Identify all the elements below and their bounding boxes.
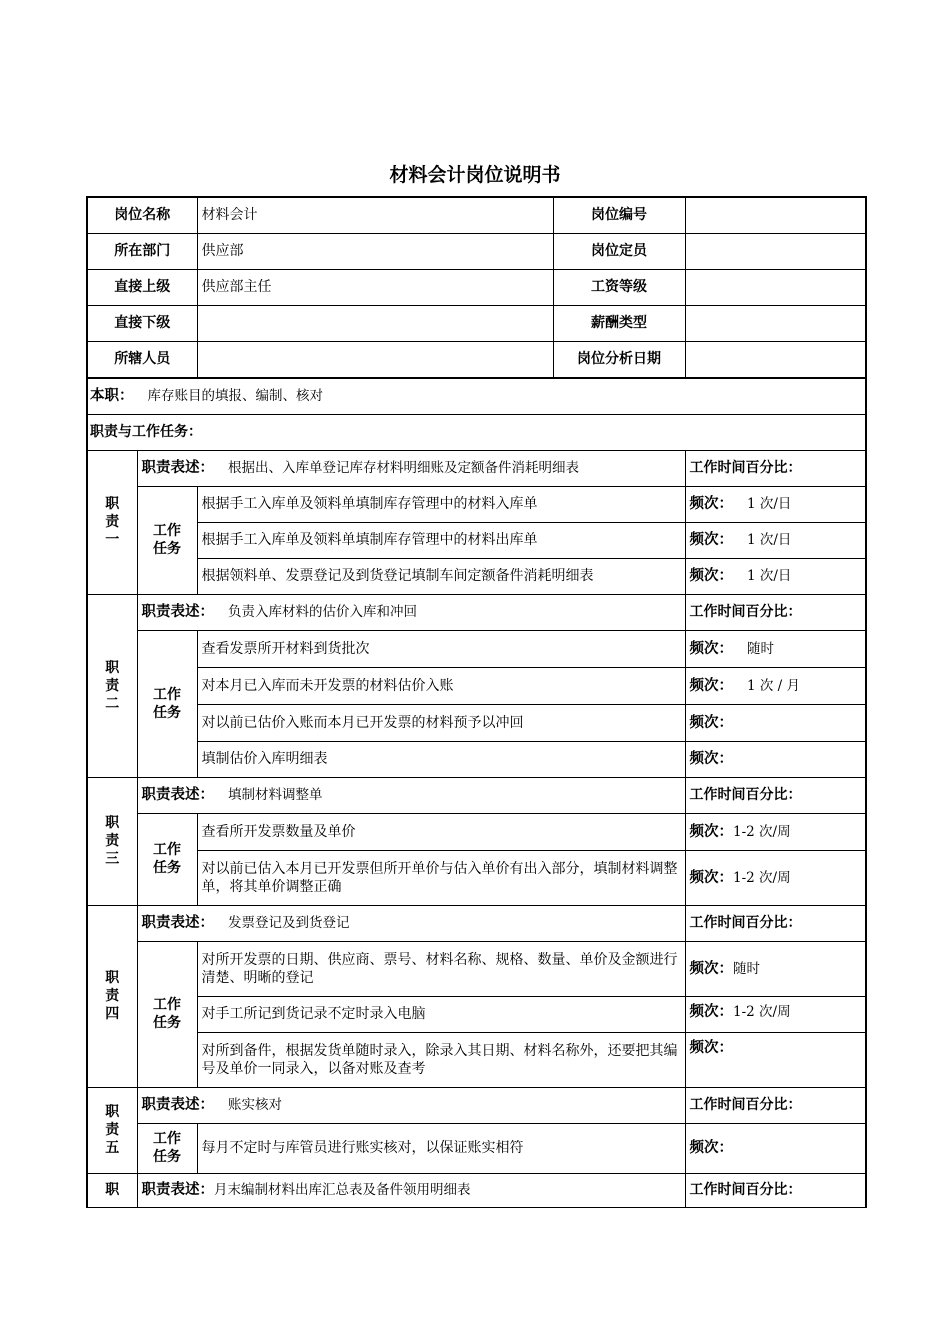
duty-2-task-row <box>87 667 866 704</box>
duty-1-name: 职 责 一 <box>87 450 137 594</box>
document-title: 材料会计岗位说明书 <box>389 164 561 186</box>
task-frequency: 频次： <box>685 741 866 777</box>
duty-2-task-row <box>87 630 866 667</box>
info-value <box>685 305 866 341</box>
task-frequency: 频次：1-2 次/周 <box>685 996 866 1032</box>
task-label: 工作 任务 <box>137 941 197 1087</box>
task-text: 对手工所记到货记录不定时录入电脑 <box>197 996 685 1032</box>
task-frequency: 频次：1-2 次/周 <box>685 813 866 850</box>
duty-5-task-row <box>87 1123 866 1173</box>
duty-1-task-row <box>87 486 866 522</box>
info-row-position-name <box>87 197 866 233</box>
info-label: 直接上级 <box>87 269 197 305</box>
info-value: 材料会计 <box>197 197 553 233</box>
task-text: 根据手工入库单及领料单填制库存管理中的材料出库单 <box>197 522 685 558</box>
duty-statement: 职责表述： 发票登记及到货登记 <box>137 905 685 941</box>
duty-5-name: 职 责 五 <box>87 1087 137 1173</box>
task-text: 对以前已估入本月已开发票但所开单价与估入单价有出入部分，填制材料调整单，将其单价调整正确 <box>197 850 685 905</box>
duty-1-task-row <box>87 522 866 558</box>
task-frequency: 频次： 1 次/日 <box>685 558 866 594</box>
info-value <box>685 341 866 378</box>
time-percentage: 工作时间百分比： <box>685 777 866 813</box>
task-text: 对本月已入库而未开发票的材料估价入账 <box>197 667 685 704</box>
task-text: 对所到备件，根据发货单随时录入，除录入其日期、材料名称外，还要把其编号及单价一同录入，以备对账及查考 <box>197 1032 685 1087</box>
duty-3-task-row <box>87 813 866 850</box>
task-frequency: 频次： 1 次/日 <box>685 522 866 558</box>
duty-4-task-row <box>87 1032 866 1087</box>
task-frequency: 频次： 1 次/日 <box>685 486 866 522</box>
task-frequency: 频次：1-2 次/周 <box>685 850 866 905</box>
duty-2-task-row <box>87 704 866 741</box>
info-row-supervisor <box>87 269 866 305</box>
duty-statement: 职责表述：月末编制材料出库汇总表及备件领用明细表 <box>137 1173 685 1207</box>
info-label: 工资等级 <box>553 269 685 305</box>
duty-4-statement-row <box>87 905 866 941</box>
duty-4-name: 职 责 四 <box>87 905 137 1087</box>
duty-statement: 职责表述： 账实核对 <box>137 1087 685 1123</box>
task-text: 查看发票所开材料到货批次 <box>197 630 685 667</box>
duty-5-statement-row <box>87 1087 866 1123</box>
duty-4-task-row <box>87 941 866 996</box>
info-value <box>197 341 553 378</box>
info-row-department <box>87 233 866 269</box>
duty-4-task-row <box>87 996 866 1032</box>
task-text: 根据领料单、发票登记及到货登记填制车间定额备件消耗明细表 <box>197 558 685 594</box>
task-label: 工作 任务 <box>137 486 197 594</box>
task-frequency: 频次： 1 次 / 月 <box>685 667 866 704</box>
duty-statement: 职责表述： 负责入库材料的估价入库和冲回 <box>137 594 685 630</box>
task-frequency: 频次： <box>685 704 866 741</box>
duties-header: 职责与工作任务： <box>87 414 866 450</box>
main-duty-label: 本职： <box>90 388 134 405</box>
duty-1-task-row <box>87 558 866 594</box>
info-label: 所辖人员 <box>87 341 197 378</box>
info-row-subordinate <box>87 305 866 341</box>
job-description-table <box>86 196 867 1208</box>
info-label: 岗位分析日期 <box>553 341 685 378</box>
time-percentage: 工作时间百分比： <box>685 1173 866 1207</box>
duty-3-task-row <box>87 850 866 905</box>
main-duty-row <box>87 378 866 414</box>
duty-statement: 职责表述： 填制材料调整单 <box>137 777 685 813</box>
info-label: 所在部门 <box>87 233 197 269</box>
time-percentage: 工作时间百分比： <box>685 450 866 486</box>
task-frequency: 频次： <box>685 1123 866 1173</box>
duty-statement: 职责表述： 根据出、入库单登记库存材料明细账及定额备件消耗明细表 <box>137 450 685 486</box>
task-label: 工作 任务 <box>137 813 197 905</box>
task-frequency: 频次： 随时 <box>685 630 866 667</box>
duty-3-statement-row <box>87 777 866 813</box>
task-frequency: 频次： <box>685 1032 866 1087</box>
duty-2-statement-row <box>87 594 866 630</box>
main-duty-cell <box>87 378 866 414</box>
duty-6-statement-row <box>87 1173 866 1207</box>
duty-2-task-row <box>87 741 866 777</box>
info-row-staff <box>87 341 866 378</box>
duty-1-statement-row <box>87 450 866 486</box>
time-percentage: 工作时间百分比： <box>685 905 866 941</box>
duty-6-name: 职 <box>87 1173 137 1207</box>
info-value: 供应部 <box>197 233 553 269</box>
info-value <box>197 305 553 341</box>
task-text: 对以前已估价入账而本月已开发票的材料预予以冲回 <box>197 704 685 741</box>
info-label: 岗位名称 <box>87 197 197 233</box>
task-text: 填制估价入库明细表 <box>197 741 685 777</box>
time-percentage: 工作时间百分比： <box>685 594 866 630</box>
info-value: 供应部主任 <box>197 269 553 305</box>
task-text: 对所开发票的日期、供应商、票号、材料名称、规格、数量、单价及金额进行清楚、明晰的登记 <box>197 941 685 996</box>
time-percentage: 工作时间百分比： <box>685 1087 866 1123</box>
info-label: 直接下级 <box>87 305 197 341</box>
info-value <box>685 269 866 305</box>
task-frequency: 频次：随时 <box>685 941 866 996</box>
task-text: 根据手工入库单及领料单填制库存管理中的材料入库单 <box>197 486 685 522</box>
main-duty-text: 库存账目的填报、编制、核对 <box>147 388 323 405</box>
task-text: 查看所开发票数量及单价 <box>197 813 685 850</box>
duty-3-name: 职 责 三 <box>87 777 137 905</box>
duty-2-name: 职 责 二 <box>87 594 137 777</box>
duties-header-row <box>87 414 866 450</box>
task-text: 每月不定时与库管员进行账实核对，以保证账实相符 <box>197 1123 685 1173</box>
info-value <box>685 197 866 233</box>
task-label: 工作 任务 <box>137 630 197 777</box>
info-label: 岗位定员 <box>553 233 685 269</box>
task-label: 工作 任务 <box>137 1123 197 1173</box>
info-label: 岗位编号 <box>553 197 685 233</box>
info-label: 薪酬类型 <box>553 305 685 341</box>
info-value <box>685 233 866 269</box>
